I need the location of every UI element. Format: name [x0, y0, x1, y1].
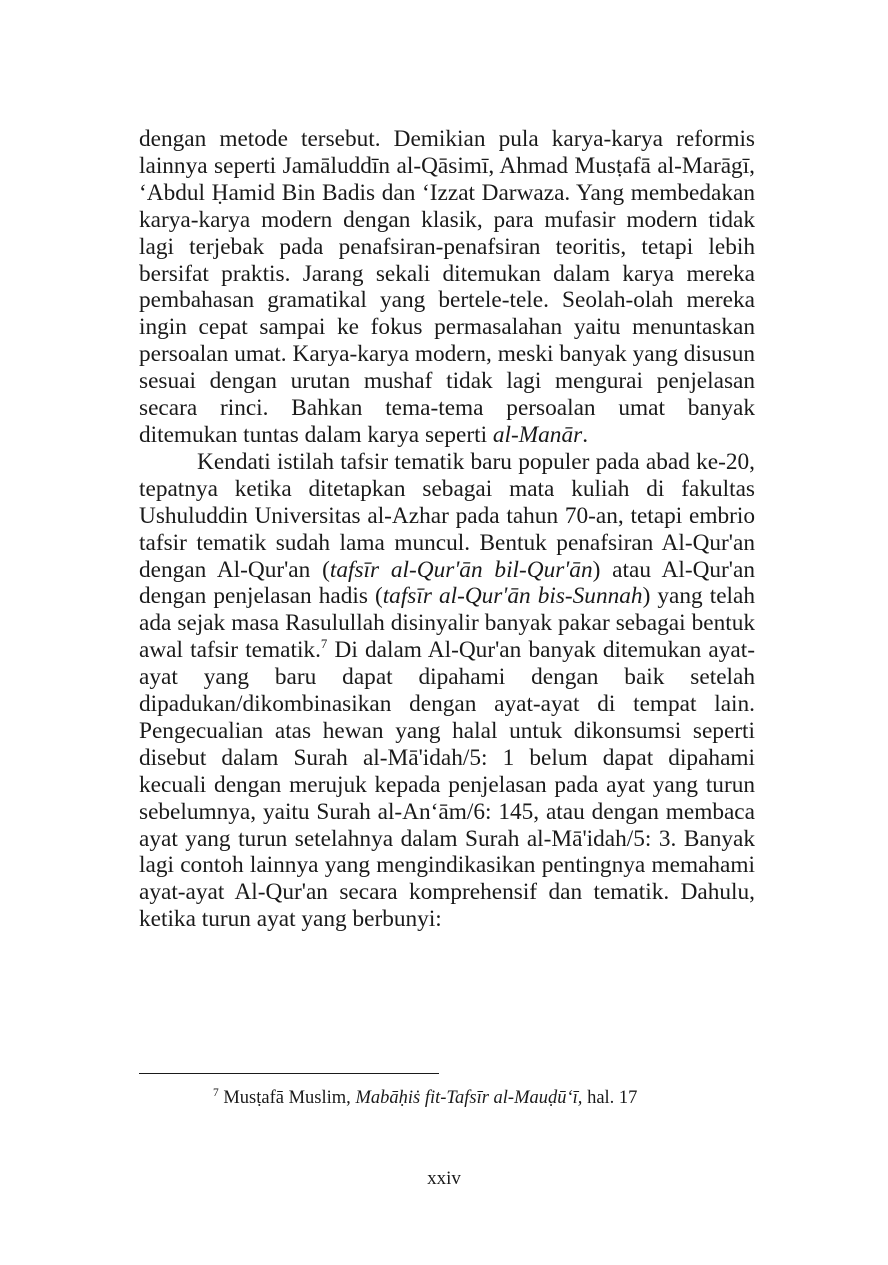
paragraph-2-term-tafsir-quran-bil-quran: tafsīr al-Qur'ān bil-Qur'ān	[329, 556, 593, 583]
paragraph-1-end: .	[582, 421, 589, 448]
paragraph-2-text-a: Kendati istilah tafsir tematik baru populer pada abad ke-20, tepatnya ketika ditetapkan sebagai mata kuliah di fakultas Ushuluddin Universitas al-Azhar pada tahun 70-an, tetapi embrio tafsir tematik sudah lama muncul. Bentuk penafsiran Al-Qur'an dengan Al-Qur'an (	[139, 448, 755, 583]
paragraph-2-text-b: ) atau Al-Qur'an dengan penjelasan hadis (	[139, 556, 755, 610]
paragraph-2-text-d: Di dalam Al-Qur'an banyak ditemukan ayat-ayat yang baru dapat dipahami dengan baik setelah dipadukan/dikombinasikan dengan ayat-ayat di tempat lain. Pengecualian atas hewan yang halal untuk dikonsumsi seperti disebut dalam Surah al-Mā'idah/5: 1 belum dapat dipahami kecuali dengan merujuk kepada penjelasan pada ayat yang turun sebelumnya, yaitu Surah al-An‘ām/6: 145, atau dengan membaca ayat yang turun setelahnya dalam Surah al-Mā'idah/5: 3. Banyak lagi contoh lainnya yang mengindikasikan pentingnya memahami ayat-ayat Al-Qur'an secara komprehensif dan tematik. Dahulu, ketika turun ayat yang berbunyi:	[139, 637, 755, 933]
body-text	[139, 126, 755, 933]
footnote-number: 7	[213, 1086, 219, 1099]
footnote-separator	[139, 1073, 439, 1074]
paragraph-1-text: dengan metode tersebut. Demikian pula karya-karya reformis lainnya seperti Jamāluddīn al-Qāsimī, Ahmad Musṭafā al-Marāgī, ‘Abdul Ḥamid Bin Badis dan ‘Izzat Darwaza. Yang membedakan karya-karya modern dengan klasik, para mufasir modern tidak lagi terjebak pada penafsiran-penafsiran teoritis, tetapi lebih bersifat praktis. Jarang sekali ditemukan dalam karya mereka pembahasan gramatikal yang bertele-tele. Seolah-olah mereka ingin cepat sampai ke fokus permasalahan yaitu menuntaskan persoalan umat. Karya-karya modern, meski banyak yang disusun sesuai dengan urutan mushaf tidak lagi mengurai penjelasan secara rinci. Bahkan tema-tema persoalan umat banyak ditemukan tuntas dalam karya seperti	[139, 126, 755, 448]
page-number: xxiv	[427, 1168, 461, 1189]
paragraph-2-text-c: ) yang telah ada sejak masa Rasulullah disinyalir banyak pakar sebagai bentuk awal tafsir tematik.	[139, 583, 755, 664]
footnote-title: Mabāḥiṡ fit-Tafsīr al-Mauḍū‘ī,	[355, 1088, 583, 1108]
footnote-page: hal. 17	[582, 1088, 638, 1108]
footnote-reference-7[interactable]: 7	[320, 637, 328, 652]
paragraph-2	[139, 449, 755, 933]
paragraph-2-term-tafsir-quran-bis-sunnah: tafsīr al-Qur'ān bis-Sunnah	[382, 583, 643, 610]
paragraph-1-title-al-manar: al-Manār	[492, 421, 583, 448]
footnote-7	[213, 1086, 753, 1110]
paragraph-1	[139, 126, 755, 449]
footnote-author: Musṭafā Muslim,	[218, 1088, 356, 1108]
